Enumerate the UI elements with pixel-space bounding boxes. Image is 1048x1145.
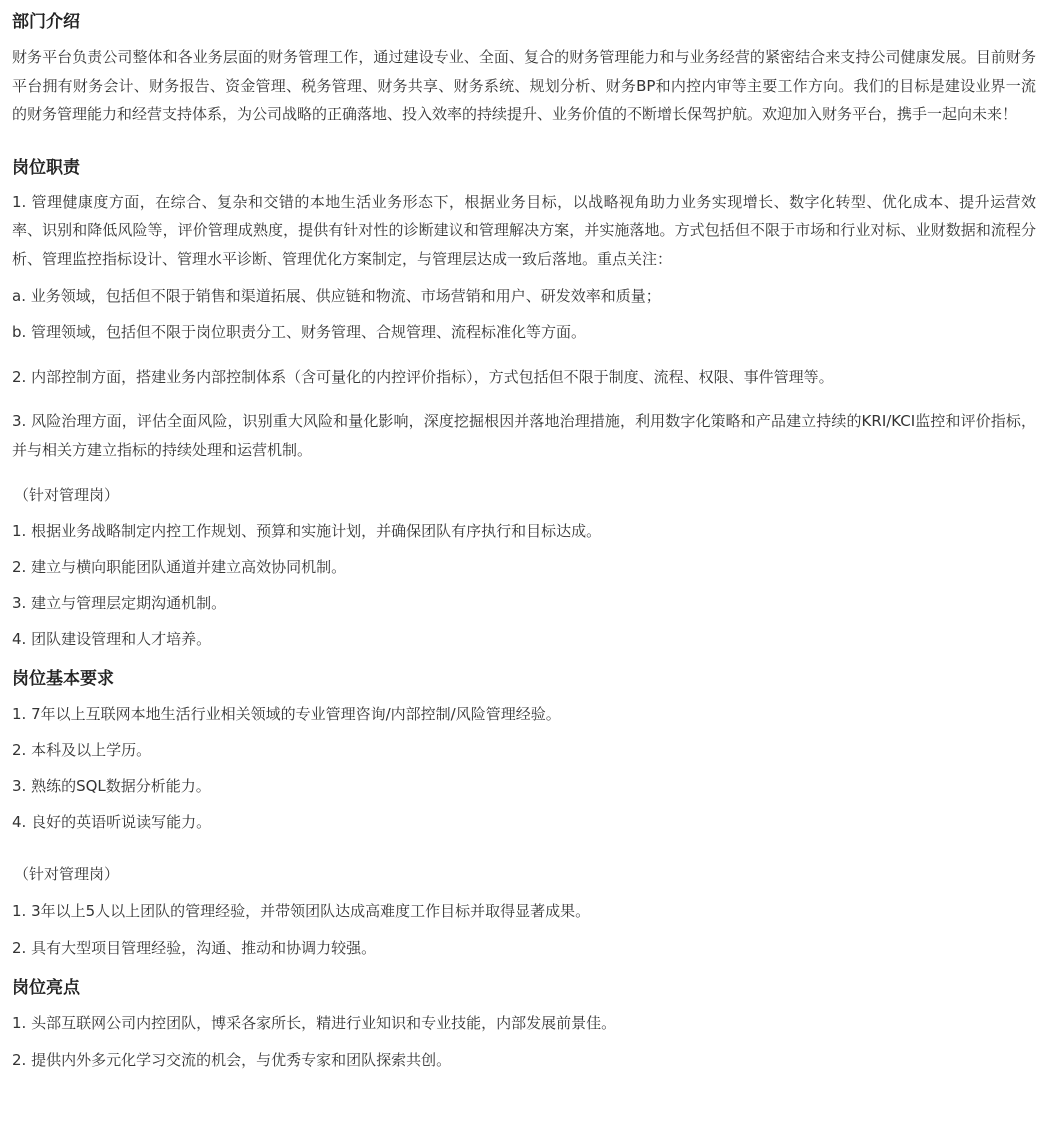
duties-manager-note: （针对管理岗） <box>14 486 120 504</box>
section-title-department: 部门介绍 <box>12 12 80 32</box>
section-title-requirements: 岗位基本要求 <box>12 669 114 689</box>
section-title-duties: 岗位职责 <box>12 157 80 178</box>
requirements-manager-item: 1. 3年以上5人以上团队的管理经验，并带领团队达成高难度工作目标并取得显著成果。 <box>12 902 591 920</box>
department-intro-text: 财务平台负责公司整体和各业务层面的财务管理工作，通过建设专业、全面、复合的财务管理能力和与业务经营的紧密结合来支持公司健康发展。目前财务平台拥有财务会计、财务报告、资金管理、税务管理、财务共享、财务系统、规划分析、财务BP和内控内审等主要工作方向。我们的目标是建设业界一流的财务管理能力和经营支持体系，为公司战略的正确落地、投入效率的持续提升、业务价值的不断增长保驾护航。欢迎加入财务平台，携手一起向未来！ <box>12 48 1036 123</box>
requirement-item: 4. 良好的英语听说读写能力。 <box>12 813 212 831</box>
requirement-item: 1. 7年以上互联网本地生活行业相关领域的专业管理咨询/内部控制/风险管理经验。 <box>12 705 561 723</box>
highlight-item: 1. 头部互联网公司内控团队，博采各家所长，精进行业知识和专业技能，内部发展前景佳。 <box>12 1014 617 1032</box>
requirement-item: 3. 熟练的SQL数据分析能力。 <box>12 777 211 795</box>
highlight-item: 2. 提供内外多元化学习交流的机会，与优秀专家和团队探索共创。 <box>12 1051 452 1069</box>
duty-item-2: 2. 内部控制方面，搭建业务内部控制体系（含可量化的内控评价指标），方式包括但不限于制度、流程、权限、事件管理等。 <box>12 368 834 386</box>
duty-item-1a: a. 业务领域，包括但不限于销售和渠道拓展、供应链和物流、市场营销和用户、研发效率和质量； <box>12 287 661 305</box>
duties-manager-item: 4. 团队建设管理和人才培养。 <box>12 630 212 648</box>
duties-manager-item: 3. 建立与管理层定期沟通机制。 <box>12 594 227 612</box>
duties-manager-item: 1. 根据业务战略制定内控工作规划、预算和实施计划，并确保团队有序执行和目标达成。 <box>12 522 602 540</box>
duty-item-1: 1. 管理健康度方面，在综合、复杂和交错的本地生活业务形态下，根据业务目标，以战略视角助力业务实现增长、数字化转型、优化成本、提升运营效率、识别和降低风险等，评价管理成熟度，提供有针对性的诊断建议和管理解决方案，并实施落地。方式包括但不限于市场和行业对标、业财数据和流程分析、管理监控指标设计、管理水平诊断、管理优化方案制定，与管理层达成一致后落地。重点关注： <box>12 192 1036 268</box>
requirement-item: 2. 本科及以上学历。 <box>12 741 152 759</box>
requirements-manager-item: 2. 具有大型项目管理经验，沟通、推动和协调力较强。 <box>12 939 377 957</box>
requirements-manager-note: （针对管理岗） <box>14 865 120 883</box>
duty-item-3: 3. 风险治理方面，评估全面风险，识别重大风险和量化影响，深度挖掘根因并落地治理措施，利用数字化策略和产品建立持续的KRI/KCI监控和评价指标，并与相关方建立指标的持续处理和运营机制。 <box>12 412 1036 459</box>
duties-manager-item: 2. 建立与横向职能团队通道并建立高效协同机制。 <box>12 558 347 576</box>
section-title-highlights: 岗位亮点 <box>12 978 80 998</box>
duty-item-1b: b. 管理领域，包括但不限于岗位职责分工、财务管理、合规管理、流程标准化等方面。 <box>12 323 587 341</box>
